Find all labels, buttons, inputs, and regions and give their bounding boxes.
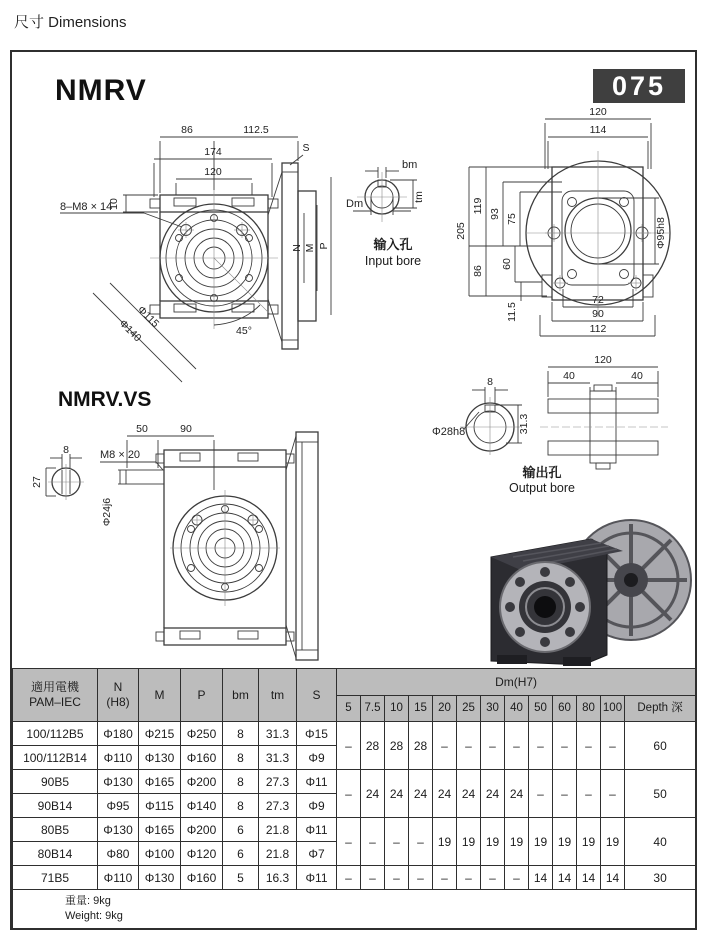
output-bore-section [432,376,530,455]
table-cell: – [577,770,601,818]
table-cell: 16.3 [259,866,297,890]
header-motor: 適用電機 PAM–IEC [13,669,98,722]
output-shaft-section [540,354,668,469]
input-bore-drawing [345,145,470,277]
dim-45deg: 45° [236,325,252,337]
table-cell: 10 [385,696,409,722]
table-cell: 7.5 [361,696,385,722]
table-cell: Φ110 [98,746,139,770]
dim-31-3: 31.3 [518,413,530,435]
table-cell: 19 [553,818,577,866]
dim-112: 112 [589,323,607,335]
side-flange [268,163,316,349]
table-cell: 21.8 [259,818,297,842]
table-cell: – [601,722,625,770]
dim-40-left: 40 [563,370,575,382]
gearbox-photo-illustration [491,520,691,666]
table-cell: Φ95 [98,794,139,818]
table-cell: – [409,866,433,890]
dim-bm: bm [402,159,418,171]
header-tm: tm [259,669,297,722]
table-cell: Φ165 [139,818,181,842]
dim-86: 86 [181,124,193,136]
dim-86: 86 [472,265,484,277]
table-cell: 100 [601,696,625,722]
table-note-row [13,890,696,929]
product-photo [483,495,698,667]
table-cell: 30 [481,696,505,722]
dim-120: 120 [589,106,607,118]
dim-93: 93 [489,208,501,220]
table-cell: Φ130 [139,746,181,770]
table-cell: 14 [529,866,553,890]
table-cell: 19 [481,818,505,866]
dim-112-5: 112.5 [243,124,269,136]
table-cell: 24 [361,770,385,818]
table-cell: Φ110 [98,866,139,890]
table-cell: Φ11 [297,866,337,890]
table-cell: Φ115 [139,794,181,818]
page-title: 尺寸 Dimensions [14,14,127,31]
table-cell: – [457,866,481,890]
table-cell: 8 [223,794,259,818]
header-n: N (H8) [98,669,139,722]
table-cell: 21.8 [259,842,297,866]
dim-p: P [318,242,330,250]
input-bore-section [346,159,425,222]
header-dm: Dm(H7) [337,669,696,696]
table-cell: – [409,818,433,866]
table-cell: Φ165 [139,770,181,794]
table-cell: 24 [385,770,409,818]
table-row [13,722,696,746]
table-cell: – [505,866,529,890]
dim-50: 50 [136,423,148,435]
table-cell: Φ100 [139,842,181,866]
dim-72: 72 [592,294,604,306]
drawing-frame [10,50,697,930]
spec-table [12,668,696,929]
vs-shaft-end [31,444,84,500]
table-cell: 24 [409,770,433,818]
header-m: M [139,669,181,722]
table-cell: – [433,722,457,770]
rear-view-drawing [455,105,700,360]
table-cell: 19 [601,818,625,866]
table-cell: Φ15 [297,722,337,746]
table-cell: 19 [457,818,481,866]
table-row [13,770,696,794]
output-bore-caption-en: Output bore [508,481,576,495]
table-cell: Φ200 [181,770,223,794]
dim-8: 8 [487,376,493,388]
table-cell: 24 [433,770,457,818]
table-cell: 14 [577,866,601,890]
table-cell: – [361,866,385,890]
table-cell: Φ215 [139,722,181,746]
dim-phi95h8: Φ95h8 [655,217,667,249]
dim-10: 10 [108,198,120,210]
table-cell: Φ180 [98,722,139,746]
table-cell: – [553,770,577,818]
table-cell: 20 [433,696,457,722]
header-s: S [297,669,337,722]
output-bore-caption-zh: 输出孔 [522,465,562,480]
table-cell: 24 [481,770,505,818]
table-cell: Φ80 [98,842,139,866]
table-cell: Φ130 [98,770,139,794]
table-cell: 19 [529,818,553,866]
table-cell: 60 [553,696,577,722]
table-cell: 80 [577,696,601,722]
dim-n: N [291,244,303,252]
table-cell: 30 [625,866,696,890]
table-cell: 31.3 [259,722,297,746]
table-cell: Φ140 [181,794,223,818]
dim-120: 120 [594,354,612,366]
table-cell: 40 [505,696,529,722]
table-cell: Φ250 [181,722,223,746]
table-cell: – [337,722,361,770]
table-cell: – [337,866,361,890]
dim-174: 174 [204,146,222,158]
table-cell: 15 [409,696,433,722]
table-cell: – [385,818,409,866]
table-cell: Φ130 [139,866,181,890]
header-depth: Depth 深 [625,696,696,722]
rear-body [525,151,671,317]
dim-phi24j6: Φ24j6 [101,497,113,527]
table-cell: – [337,770,361,818]
table-cell: – [433,866,457,890]
output-bore-drawing [430,355,702,495]
table-cell: – [529,770,553,818]
table-cell: Φ7 [297,842,337,866]
front-view-drawing [20,115,355,390]
table-cell: – [601,770,625,818]
bolt-spec-label: M8 × 20 [100,449,141,461]
table-cell: 6 [223,818,259,842]
table-cell: 100/112B5 [13,722,98,746]
dim-205: 205 [455,222,467,240]
table-cell: Φ160 [181,746,223,770]
table-cell: – [481,866,505,890]
table-cell: Φ200 [181,818,223,842]
table-header-row [13,669,696,696]
table-cell: 5 [337,696,361,722]
table-cell: 80B5 [13,818,98,842]
dim-m: M [304,243,316,253]
table-cell: 28 [361,722,385,770]
table-cell: – [529,722,553,770]
header-bm: bm [223,669,259,722]
size-badge: 075 [593,69,685,103]
table-cell: Φ160 [181,866,223,890]
table-cell: 28 [409,722,433,770]
input-bore-caption-en: Input bore [364,254,422,268]
input-bore-caption-zh: 输入孔 [373,237,413,252]
table-cell: Φ11 [297,818,337,842]
dim-90: 90 [180,423,192,435]
table-cell: Φ120 [181,842,223,866]
table-cell: – [553,722,577,770]
vs-model-name: NMRV.VS [58,388,152,411]
dim-dm: Dm [346,198,364,210]
table-cell: 60 [625,722,696,770]
dim-s: S [302,142,310,154]
rear-dimensions [455,106,667,336]
dim-60: 60 [501,258,513,270]
table-cell: 27.3 [259,794,297,818]
dim-11-5: 11.5 [506,302,518,322]
dim-phi28h8: Φ28h8 [432,426,466,438]
table-cell: 24 [505,770,529,818]
dim-120: 120 [204,166,222,178]
table-cell: 14 [601,866,625,890]
table-cell: – [457,722,481,770]
table-cell: 80B14 [13,842,98,866]
table-cell: 8 [223,722,259,746]
dim-119: 119 [472,197,484,215]
table-cell: 25 [457,696,481,722]
table-cell: 24 [457,770,481,818]
table-cell: 90B14 [13,794,98,818]
dim-phi115: Φ115 [134,303,162,331]
table-cell: 19 [505,818,529,866]
table-row [13,866,696,890]
dim-40-right: 40 [631,370,643,382]
table-cell: 71B5 [13,866,98,890]
table-cell: 6 [223,842,259,866]
dim-75: 75 [506,213,518,225]
vs-body [126,432,318,660]
header-p: P [181,669,223,722]
table-row [13,818,696,842]
table-cell: 100/112B14 [13,746,98,770]
bolt-spec-label: 8–M8 × 14 [60,201,113,213]
table-cell: 50 [529,696,553,722]
table-cell: 28 [385,722,409,770]
vs-dimensions [100,423,214,526]
table-cell: 90B5 [13,770,98,794]
table-cell: 31.3 [259,746,297,770]
front-body [150,190,278,329]
table-cell: – [577,722,601,770]
table-cell: 50 [625,770,696,818]
model-name: NMRV [55,74,147,107]
weight-note: 重量: 9kg Weight: 9kg [13,890,696,929]
dim-8: 8 [63,444,69,456]
table-cell: – [361,818,385,866]
dim-27: 27 [31,476,43,488]
dim-phi140: Φ140 [116,317,144,345]
dim-tm: tm [413,191,425,203]
vs-view-drawing [30,420,340,665]
table-cell: Φ130 [98,818,139,842]
table-cell: – [505,722,529,770]
table-cell: 19 [577,818,601,866]
table-cell: 27.3 [259,770,297,794]
table-cell: Φ9 [297,794,337,818]
table-cell: 40 [625,818,696,866]
table-cell: – [337,818,361,866]
table-cell: 14 [553,866,577,890]
table-cell: – [385,866,409,890]
table-cell: 8 [223,746,259,770]
table-cell: – [481,722,505,770]
table-cell: Φ11 [297,770,337,794]
dim-114: 114 [589,124,607,136]
table-cell: 19 [433,818,457,866]
dim-90: 90 [592,308,604,320]
table-cell: 5 [223,866,259,890]
table-cell: Φ9 [297,746,337,770]
table-cell: 8 [223,770,259,794]
